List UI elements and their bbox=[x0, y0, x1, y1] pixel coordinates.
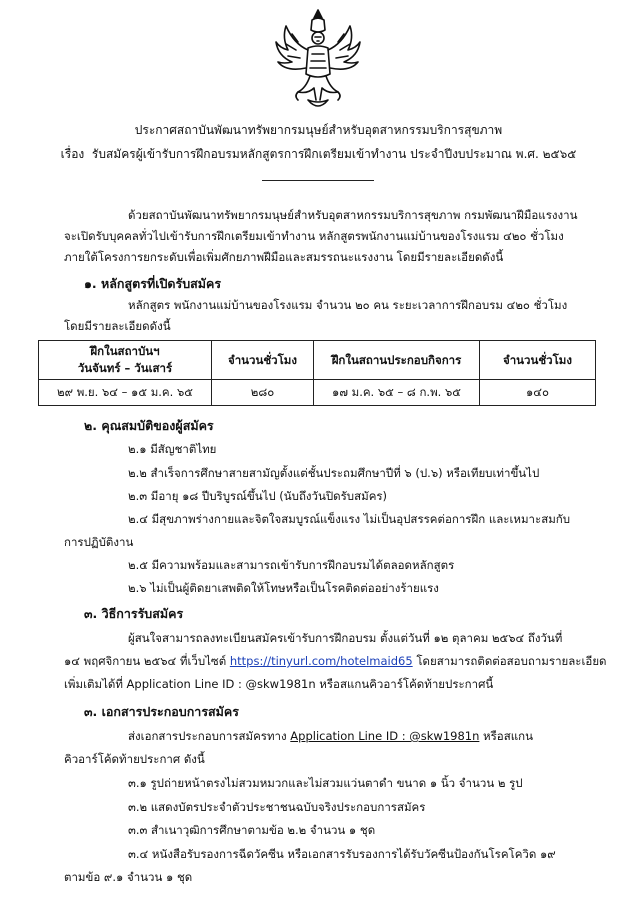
table-header-cell: จำนวนชั่วโมง bbox=[480, 341, 596, 380]
application-line: ๑๔ พฤศจิกายน ๒๕๖๔ ที่เว็บไซต์ https://tinyurl.com/hotelmaid65 โดยสามารถติดต่อสอบถามรายละเอียด bbox=[64, 654, 607, 668]
documents-line: คิวอาร์โค้ดท้ายประกาศ ดังนี้ bbox=[64, 752, 205, 766]
document-item: ๓.๔ หนังสือรับรองการฉีดวัคซีน หรือเอกสารรับรองการได้รับวัคซีนป้องกันโรคโควิด ๑๙ bbox=[128, 847, 556, 861]
subject-label: เรื่อง bbox=[60, 147, 85, 161]
section-2-heading: ๒. คุณสมบัติของผู้สมัคร bbox=[84, 418, 214, 433]
application-line: ผู้สนใจสามารถลงทะเบียนสมัครเข้ารับการฝึกอบรม ตั้งแต่วันที่ ๑๒ ตุลาคม ๒๕๖๔ ถึงวันที่ bbox=[128, 631, 563, 645]
table-cell: ๑๗ ม.ค. ๖๕ – ๘ ก.พ. ๖๕ bbox=[314, 380, 480, 406]
section-3-heading: ๓. วิธีการรับสมัคร bbox=[84, 606, 184, 621]
table-cell: ๑๔๐ bbox=[480, 380, 596, 406]
qualification-item-cont: การปฏิบัติงาน bbox=[64, 535, 134, 549]
section-1-line: หลักสูตร พนักงานแม่บ้านของโรงแรม จำนวน ๒๐ คน ระยะเวลาการฝึกอบรม ๔๒๐ ชั่วโมง bbox=[128, 298, 568, 312]
application-line: เพิ่มเติมได้ที่ Application Line ID : @skw1981n หรือสแกนคิวอาร์โค้ดท้ายประกาศนี้ bbox=[64, 677, 494, 691]
table-cell: ๒๘๐ bbox=[212, 380, 314, 406]
table-header-cell: ฝึกในสถานประกอบกิจการ bbox=[314, 341, 480, 380]
table-header-cell: จำนวนชั่วโมง bbox=[212, 341, 314, 380]
documents-line: ส่งเอกสารประกอบการสมัครทาง Application Line ID : @skw1981n หรือสแกน bbox=[128, 729, 533, 743]
section-1-heading: ๑. หลักสูตรที่เปิดรับสมัคร bbox=[84, 276, 222, 291]
training-schedule-table bbox=[38, 340, 596, 406]
qualification-item: ๒.๕ มีความพร้อมและสามารถเข้ารับการฝึกอบรมได้ตลอดหลักสูตร bbox=[128, 558, 455, 572]
qualification-item: ๒.๔ มีสุขภาพร่างกายและจิตใจสมบูรณ์แข็งแรง ไม่เป็นอุปสรรคต่อการฝึก และเหมาะสมกับ bbox=[128, 512, 571, 526]
header-divider bbox=[262, 180, 374, 181]
qualification-item: ๒.๒ สำเร็จการศึกษาสายสามัญตั้งแต่ชั้นประถมศึกษาปีที่ ๖ (ป.๖) หรือเทียบเท่าขึ้นไป bbox=[128, 466, 540, 480]
section-1-line: โดยมีรายละเอียดดังนี้ bbox=[64, 319, 171, 333]
table-cell: ๒๙ พ.ย. ๖๔ – ๑๕ ม.ค. ๖๕ bbox=[39, 380, 212, 406]
document-item: ๓.๑ รูปถ่ายหน้าตรงไม่สวมหมวกและไม่สวมแว่นตาดำ ขนาด ๑ นิ้ว จำนวน ๒ รูป bbox=[128, 776, 523, 790]
qualification-item: ๒.๓ มีอายุ ๑๘ ปีบริบูรณ์ขึ้นไป (นับถึงวันปิดรับสมัคร) bbox=[128, 489, 388, 503]
qualification-item: ๒.๖ ไม่เป็นผู้ติดยาเสพติดให้โทษหรือเป็นโรคติดต่ออย่างร้ายแรง bbox=[128, 581, 439, 595]
intro-line: จะเปิดรับบุคคลทั่วไปเข้ารับการฝึกเตรียมเข้าทำงาน หลักสูตรพนักงานแม่บ้านของโรงแรม ๔๒๐ ชั่วโมง bbox=[64, 229, 564, 243]
document-item: ๓.๒ แสดงบัตรประจำตัวประชาชนฉบับจริงประกอบการสมัคร bbox=[128, 800, 426, 814]
qualification-item: ๒.๑ มีสัญชาติไทย bbox=[128, 442, 217, 456]
intro-line: ด้วยสถาบันพัฒนาทรัพยากรมนุษย์สำหรับอุตสาหกรรมบริการสุขภาพ กรมพัฒนาฝีมือแรงงาน bbox=[128, 208, 578, 222]
intro-line: ภายใต้โครงการยกระดับเพื่อเพิ่มศักยภาพฝีมือและสมรรถนะแรงงาน โดยมีรายละเอียดดังนี้ bbox=[64, 250, 504, 264]
garuda-emblem bbox=[268, 4, 368, 114]
subject-text: รับสมัครผู้เข้ารับการฝึกอบรมหลักสูตรการฝึกเตรียมเข้าทำงาน ประจำปีงบประมาณ พ.ศ. ๒๕๖๕ bbox=[91, 147, 577, 161]
line-id-underlined: Application Line ID : @skw1981n bbox=[290, 729, 480, 743]
registration-link[interactable]: https://tinyurl.com/hotelmaid65 bbox=[229, 654, 413, 668]
document-item: ๓.๓ สำเนาวุฒิการศึกษาตามข้อ ๒.๒ จำนวน ๑ ชุด bbox=[128, 823, 376, 837]
table-header-row bbox=[39, 341, 596, 380]
table-header-cell: ฝึกในสถาบันฯ วันจันทร์ – วันเสาร์ bbox=[39, 341, 212, 380]
announcement-title: ประกาศสถาบันพัฒนาทรัพยากรมนุษย์สำหรับอุตสาหกรรมบริการสุขภาพ bbox=[134, 123, 503, 137]
section-4-heading: ๓. เอกสารประกอบการสมัคร bbox=[84, 704, 239, 719]
table-row bbox=[39, 380, 596, 406]
document-item-cont: ตามข้อ ๙.๑ จำนวน ๑ ชุด bbox=[64, 870, 193, 884]
announcement-subject bbox=[0, 146, 637, 162]
